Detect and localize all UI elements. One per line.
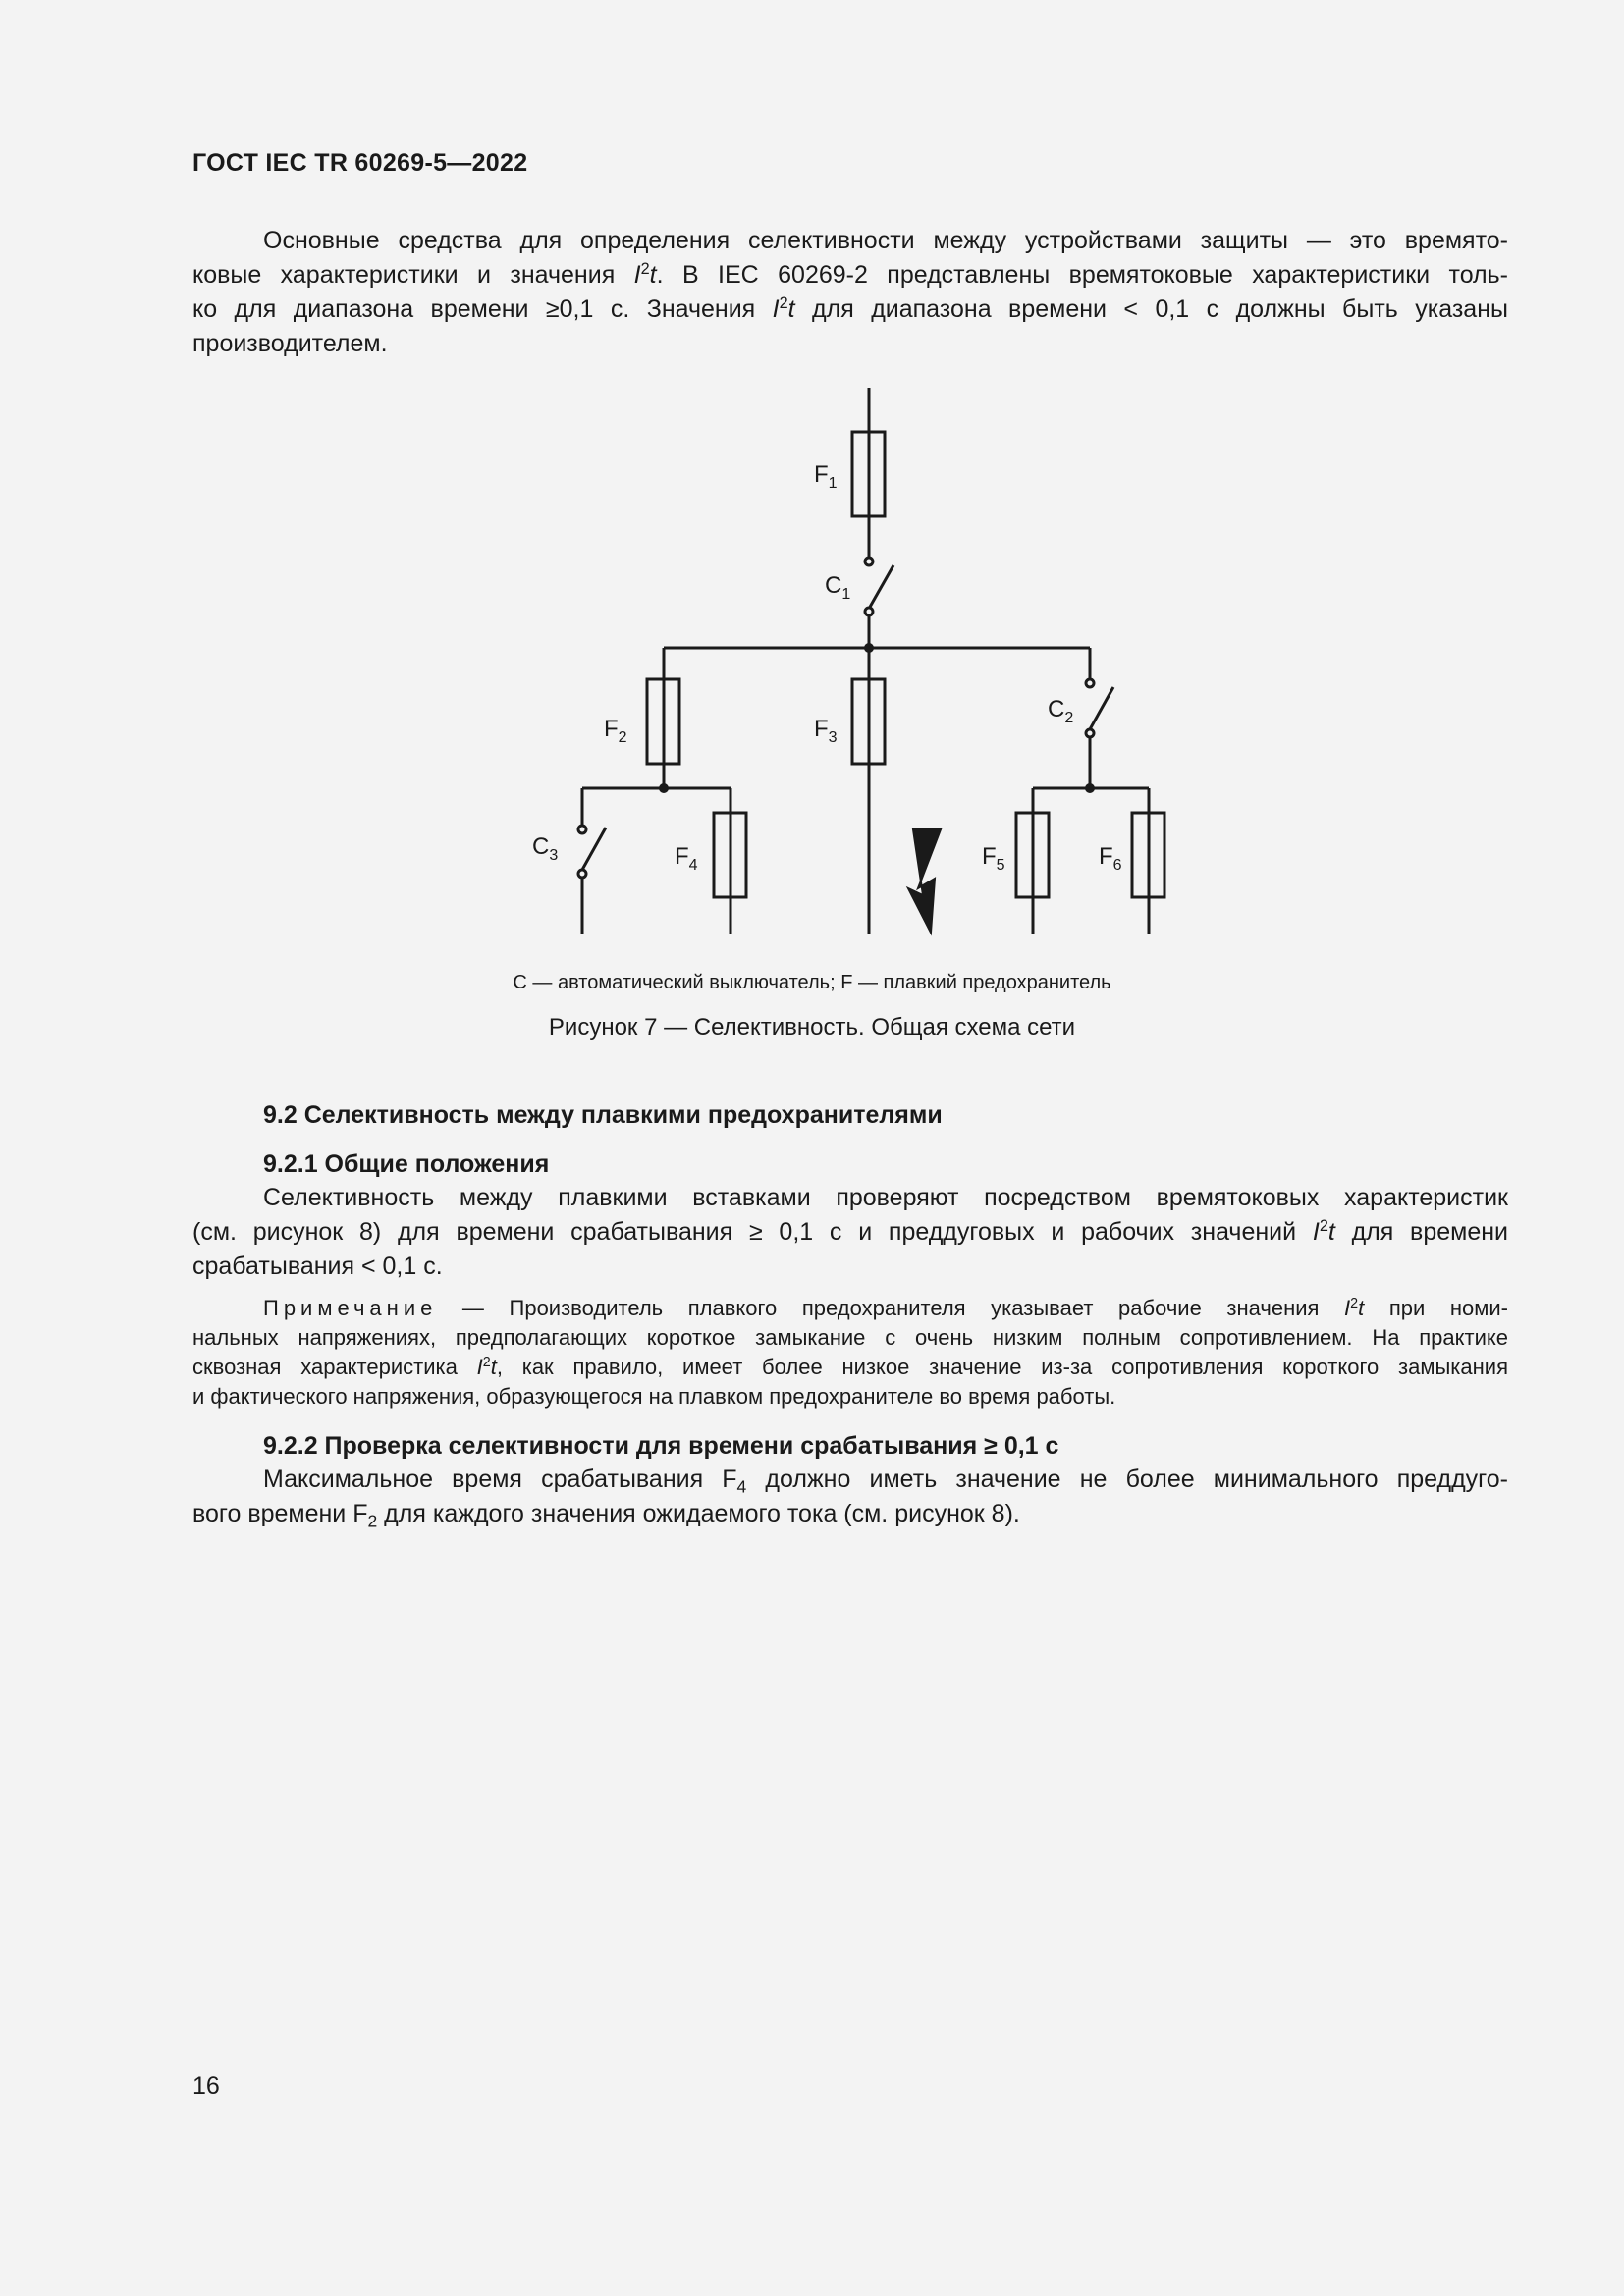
label-c3: $C_3$ [532, 833, 559, 864]
label-f4: $F_4$ [675, 843, 698, 874]
document-header: ГОСТ IEC TR 60269-5—2022 [192, 149, 528, 177]
label-f5: $F_5$ [982, 843, 1005, 874]
breaker-c2-contact [1090, 687, 1113, 729]
intro-line-2: ковые характеристики и значения $I^2t$. В IEC 60269-2 представлены времятоковые характеристики толь- [192, 260, 1508, 289]
section-9-2-1-title: 9.2.1 Общие положения [263, 1150, 550, 1178]
section-9-2-2-title: 9.2.2 Проверка селективности для времени срабатывания ≥ 0,1 с [263, 1432, 1059, 1460]
selectivity-network-diagram [0, 373, 1624, 962]
label-f3: $F_3$ [814, 716, 838, 746]
breaker-c3-contact [582, 828, 606, 870]
label-c2: $C_2$ [1048, 696, 1074, 726]
intro-line-4: производителем. [192, 330, 388, 357]
note-label: Примечание [263, 1296, 438, 1320]
intro-line-3: ко для диапазона времени ≥0,1 с. Значения $I^2t$ для диапазона времени < 0,1 с должны быть указаны [192, 294, 1508, 323]
s921-line-1: Селективность между плавкими вставками проверяют посредством времятоковых характеристик [263, 1184, 1508, 1211]
page-number: 16 [192, 2072, 220, 2100]
note-line-2: нальных напряжениях, предполагающих короткое замыкание с очень низким полным сопротивлением. На практике [192, 1325, 1508, 1350]
section-9-2-2-paragraph [192, 1463, 1508, 1531]
section-9-2-1-paragraph [192, 1181, 1508, 1284]
label-f1: $F_1$ [814, 461, 838, 492]
intro-paragraph [192, 224, 1508, 361]
intro-line-1: Основные средства для определения селективности между устройствами защиты — это времято- [263, 227, 1508, 254]
s921-line-2: (см. рисунок 8) для времени срабатывания ≥ 0,1 с и преддуговых и рабочих значений $I^2t$ для времени [192, 1217, 1508, 1246]
s921-line-3: срабатывания < 0,1 с. [192, 1253, 443, 1280]
note-line-3: сквозная характеристика $I^2t$, как правило, имеет более низкое значение из-за сопротивления короткого замыкания [192, 1355, 1508, 1379]
label-f6: $F_6$ [1099, 843, 1122, 874]
fault-lightning-icon [908, 829, 941, 933]
s922-line-1: Максимальное время срабатывания $F_4$ должно иметь значение не более минимального преддуго- [263, 1466, 1508, 1497]
section-9-2-title: 9.2 Селективность между плавкими предохранителями [263, 1101, 943, 1129]
s922-line-2: вого времени $F_2$ для каждого значения ожидаемого тока (см. рисунок 8). [192, 1500, 1020, 1531]
note-line-1: Примечание — Производитель плавкого предохранителя указывает рабочие значения $I^2t$ при номи- [263, 1296, 1508, 1320]
figure-caption: Рисунок 7 — Селективность. Общая схема сети [548, 1014, 1076, 1041]
breaker-c1-contact [869, 565, 893, 609]
figure-legend: C — автоматический выключатель; F — плавкий предохранитель [513, 972, 1111, 993]
note-paragraph [192, 1294, 1508, 1412]
note-line-4: и фактического напряжения, образующегося на плавком предохранителе во время работы. [192, 1384, 1116, 1409]
label-f2: $F_2$ [604, 716, 627, 746]
label-c1: $C_1$ [825, 572, 851, 603]
